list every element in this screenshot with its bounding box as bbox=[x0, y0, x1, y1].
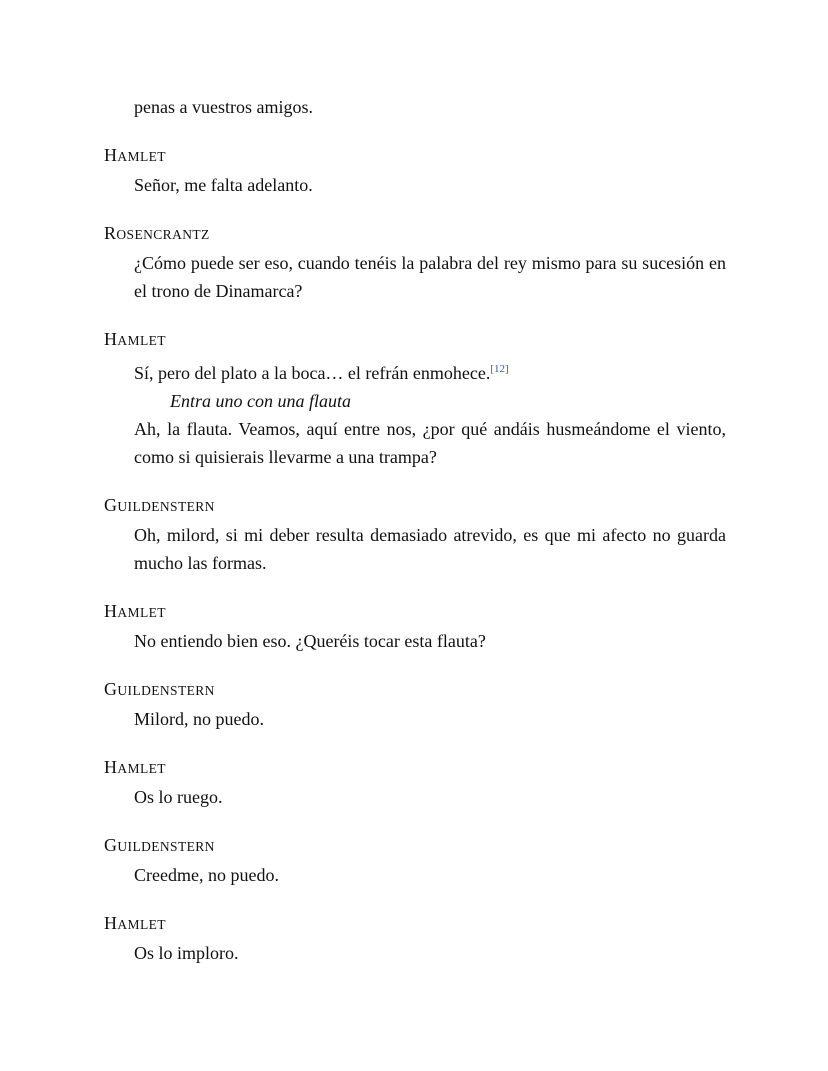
speech-text: Creedme, no puedo. bbox=[134, 865, 279, 885]
speaker-name bbox=[104, 831, 726, 861]
speaker-name-initial: R bbox=[104, 223, 117, 243]
speaker-name-rest: AMLET bbox=[117, 917, 166, 932]
speech-text: Os lo ruego. bbox=[134, 787, 223, 807]
speech-text: Milord, no puedo. bbox=[134, 709, 264, 729]
speech-paragraph bbox=[134, 705, 726, 733]
speaker-name bbox=[104, 597, 726, 627]
speech-paragraph bbox=[134, 627, 726, 655]
speech-paragraph bbox=[134, 861, 726, 889]
speaker-name bbox=[104, 325, 726, 355]
speaker-name-initial: H bbox=[104, 329, 118, 349]
speech-text: No entiendo bien eso. ¿Queréis tocar esta flauta? bbox=[134, 631, 486, 651]
speaker-name-rest: UILDENSTERN bbox=[117, 839, 215, 854]
speaker-name-initial: G bbox=[104, 679, 118, 699]
speaker-name-initial: G bbox=[104, 495, 118, 515]
speaker-name bbox=[104, 141, 726, 171]
speaker-name bbox=[104, 753, 726, 783]
speaker-name bbox=[104, 909, 726, 939]
speaker-name bbox=[104, 219, 726, 249]
stage-direction: Entra uno con una flauta bbox=[170, 391, 351, 411]
speech-paragraph bbox=[134, 171, 726, 199]
speaker-name-initial: H bbox=[104, 145, 118, 165]
page-content bbox=[104, 93, 726, 967]
footnote-ref-link[interactable]: [12] bbox=[490, 363, 509, 375]
speaker-name bbox=[104, 675, 726, 705]
speech-paragraph bbox=[134, 939, 726, 967]
speaker-name-initial: H bbox=[104, 913, 118, 933]
speaker-name-initial: G bbox=[104, 835, 118, 855]
speech-paragraph bbox=[134, 93, 726, 121]
speaker-name-rest: AMLET bbox=[117, 761, 166, 776]
speaker-name-initial: H bbox=[104, 757, 118, 777]
speech-paragraph bbox=[134, 355, 726, 387]
speaker-name-rest: AMLET bbox=[117, 605, 166, 620]
speech-paragraph bbox=[134, 783, 726, 811]
speaker-name bbox=[104, 491, 726, 521]
speech-text: penas a vuestros amigos. bbox=[134, 97, 313, 117]
speaker-name-rest: AMLET bbox=[117, 333, 166, 348]
speaker-name-rest: UILDENSTERN bbox=[117, 499, 215, 514]
speech-text: Sí, pero del plato a la boca… el refrán enmohece. bbox=[134, 363, 491, 383]
speech-text: Señor, me falta adelanto. bbox=[134, 175, 313, 195]
speech-text: Os lo imploro. bbox=[134, 943, 239, 963]
speech-text: Ah, la flauta. Veamos, aquí entre nos, ¿por qué andáis husmeándome el viento, como si quisierais llevarme a una trampa? bbox=[134, 419, 726, 467]
speaker-name-rest: OSENCRANTZ bbox=[116, 227, 210, 242]
speaker-name-rest: UILDENSTERN bbox=[117, 683, 215, 698]
speech-text: ¿Cómo puede ser eso, cuando tenéis la palabra del rey mismo para su sucesión en el trono de Dinamarca? bbox=[134, 253, 726, 301]
speaker-name-rest: AMLET bbox=[117, 149, 166, 164]
speech-paragraph bbox=[134, 521, 726, 577]
speaker-name-initial: H bbox=[104, 601, 118, 621]
speech-paragraph bbox=[134, 249, 726, 305]
speech-text: Oh, milord, si mi deber resulta demasiado atrevido, es que mi afecto no guarda mucho las formas. bbox=[134, 525, 726, 573]
speech-paragraph bbox=[134, 415, 726, 471]
